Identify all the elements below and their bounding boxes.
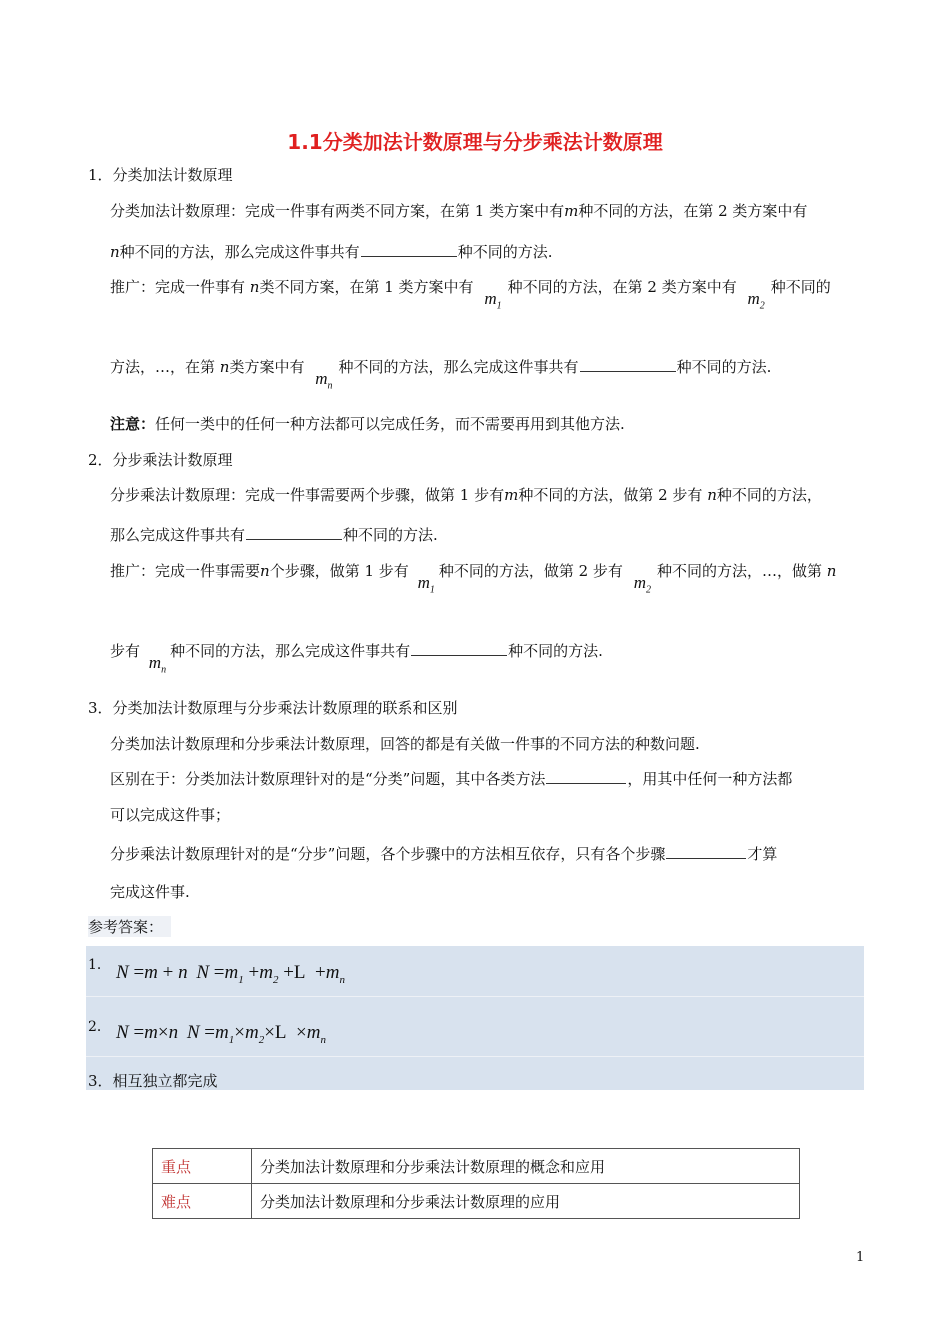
page-title: 1.1分类加法计数原理与分步乘法计数原理 xyxy=(287,130,663,154)
section-3-line-2: 区别在于：分类加法计数原理针对的是“分类”问题，其中各类方法 ，用其中任何一种方法都 xyxy=(110,770,793,788)
table-row xyxy=(153,1184,800,1219)
answer-blank xyxy=(580,357,676,372)
answer-blank xyxy=(246,525,342,540)
section-3-line-4: 分步乘法计数原理针对的是“分步”问题，各个步骤中的方法相互依存，只有各个步骤 才算 xyxy=(110,845,778,863)
section-2-generalization-2: 步有 $m_n$种不同的方法，那么完成这件事共有 种不同的方法. xyxy=(110,642,603,676)
note-line: 注意：任何一类中的任何一种方法都可以完成任务，而不需要再用到其他方法. xyxy=(110,415,625,433)
answer-2-formula: N =m×n $N =m_1\times m_2\times L \times m_n$ xyxy=(116,1022,326,1046)
section-1-line-2: n种不同的方法，那么完成这件事共有 种不同的方法. xyxy=(110,243,553,261)
answer-blank xyxy=(411,641,507,656)
section-1-generalization-2: 方法，…，在第 n类方案中有 $m_n$种不同的方法，那么完成这件事共有 种不同的方法. xyxy=(110,358,772,392)
m1-symbol: $m_1$ xyxy=(417,573,435,596)
section-3-heading: 3．分类加法计数原理与分步乘法计数原理的联系和区别 xyxy=(88,699,458,717)
answer-blank xyxy=(666,844,746,859)
answer-blank xyxy=(546,769,626,784)
m1-symbol: $m_1$ xyxy=(484,289,502,312)
key-value: 分类加法计数原理和分步乘法计数原理的应用 xyxy=(252,1184,800,1219)
section-3-line-1: 分类加法计数原理和分步乘法计数原理，回答的都是有关做一件事的不同方法的种数问题. xyxy=(110,735,700,753)
section-2-line-1: 分步乘法计数原理：完成一件事需要两个步骤，做第 1 步有m种不同的方法，做第 2 步有 n种不同的方法， xyxy=(110,486,822,504)
answer-3: 3．相互独立都完成 xyxy=(88,1072,218,1090)
answer-blank xyxy=(361,242,457,257)
answer-divider xyxy=(86,1056,864,1057)
answer-divider xyxy=(86,996,864,997)
mn-symbol: $m_n$ xyxy=(148,653,167,676)
mn-symbol: $m_n$ xyxy=(315,369,333,392)
table-row xyxy=(153,1149,800,1184)
key-label: 难点 xyxy=(153,1184,252,1219)
m2-symbol: $m_2$ xyxy=(747,289,765,312)
section-1-line-1: 分类加法计数原理：完成一件事有两类不同方案，在第 1 类方案中有m种不同的方法，在第 2 类方案中有 xyxy=(110,202,808,220)
page-number: 1 xyxy=(856,1250,865,1265)
answer-2-number: 2． xyxy=(88,1019,111,1035)
section-2-line-2: 那么完成这件事共有 种不同的方法. xyxy=(110,526,438,544)
key-label: 重点 xyxy=(153,1149,252,1184)
section-3-line-3: 可以完成这件事； xyxy=(110,806,231,824)
reference-answer-label: 参考答案： xyxy=(88,916,171,937)
section-2-generalization-1: 推广：完成一件事需要n个步骤，做第 1 步有 $m_1$种不同的方法，做第 2 步有 $m_2$种不同的方法，…，做第 n xyxy=(110,562,837,596)
answer-1-number: 1． xyxy=(88,957,111,973)
key-value: 分类加法计数原理和分步乘法计数原理的概念和应用 xyxy=(252,1149,800,1184)
answer-box xyxy=(86,946,864,1090)
section-1-generalization-1: 推广：完成一件事有 n类不同方案，在第 1 类方案中有 $m_1$种不同的方法，在第 2 类方案中有 $m_2$种不同的 xyxy=(110,278,831,312)
section-1-heading: 1．分类加法计数原理 xyxy=(88,166,233,184)
key-points-table xyxy=(152,1148,800,1219)
answer-1-formula: N =m + n $N =m_1 +m_2 +L +m_n$ xyxy=(116,962,345,986)
section-2-heading: 2．分步乘法计数原理 xyxy=(88,451,233,469)
m2-symbol: $m_2$ xyxy=(633,573,651,596)
section-3-line-5: 完成这件事. xyxy=(110,883,190,901)
